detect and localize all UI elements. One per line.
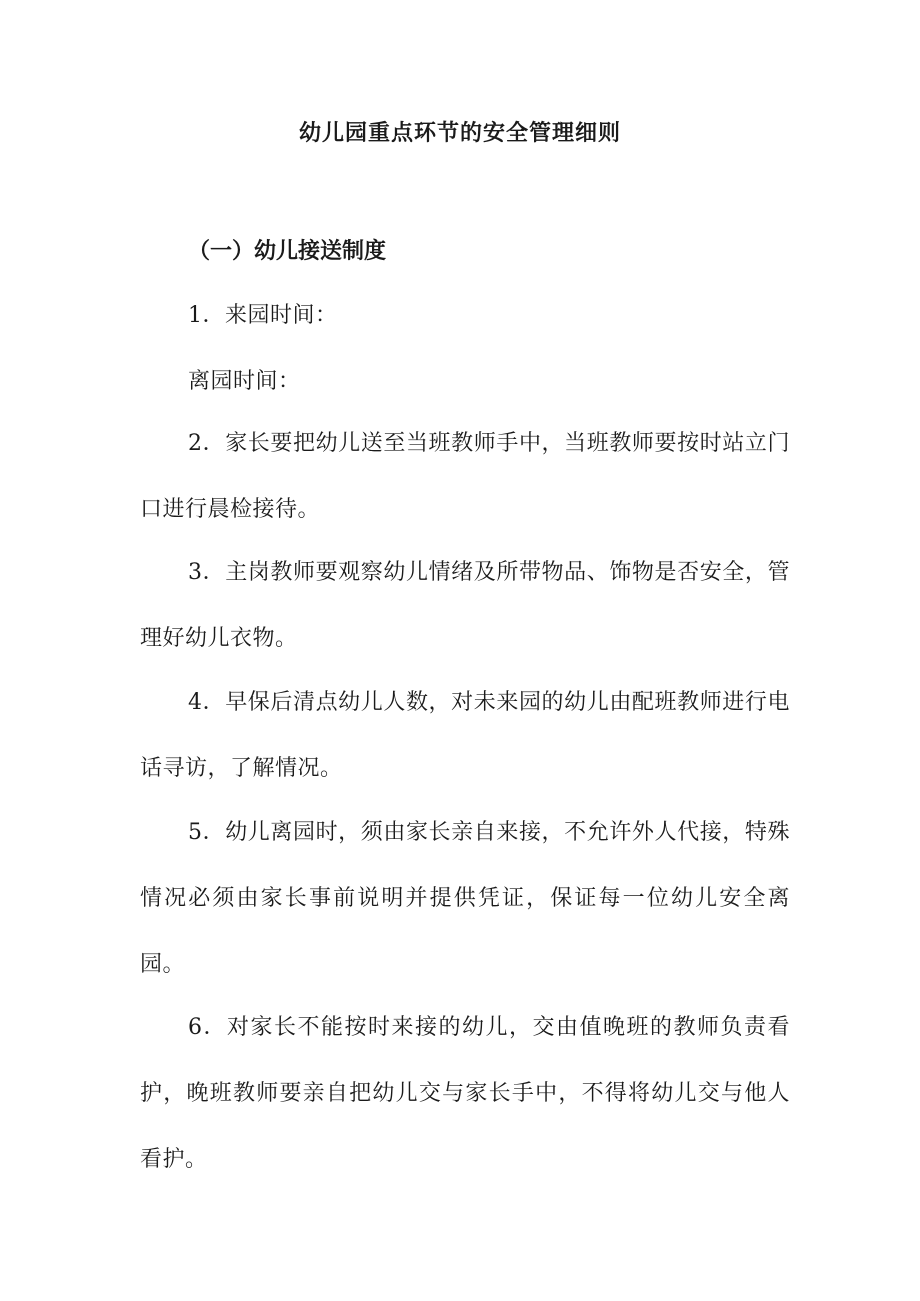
paragraph-item-2: 2．家长要把幼儿送至当班教师手中，当班教师要按时站立门口进行晨检接待。	[140, 431, 790, 522]
paragraph-item-3: 3．主岗教师要观察幼儿情绪及所带物品、饰物是否安全，管理好幼儿衣物。	[140, 560, 790, 651]
paragraph-item-6: 6．对家长不能按时来接的幼儿，交由值晚班的教师负责看护，晚班教师要亲自把幼儿交与家长手中，不得将幼儿交与他人看护。	[140, 1015, 790, 1172]
paragraph-departure-time: 离园时间：	[188, 369, 301, 394]
paragraph-item-4: 4．早保后清点幼儿人数，对未来园的幼儿由配班教师进行电话寻访，了解情况。	[140, 690, 790, 781]
paragraph-arrival-time: 1．来园时间：	[188, 303, 338, 328]
section-heading: （一）幼儿接送制度	[188, 239, 387, 264]
document-title: 幼儿园重点环节的安全管理细则	[298, 121, 621, 146]
paragraph-item-5: 5．幼儿离园时，须由家长亲自来接，不允许外人代接，特殊情况必须由家长事前说明并提供凭证，保证每一位幼儿安全离园。	[140, 820, 790, 977]
